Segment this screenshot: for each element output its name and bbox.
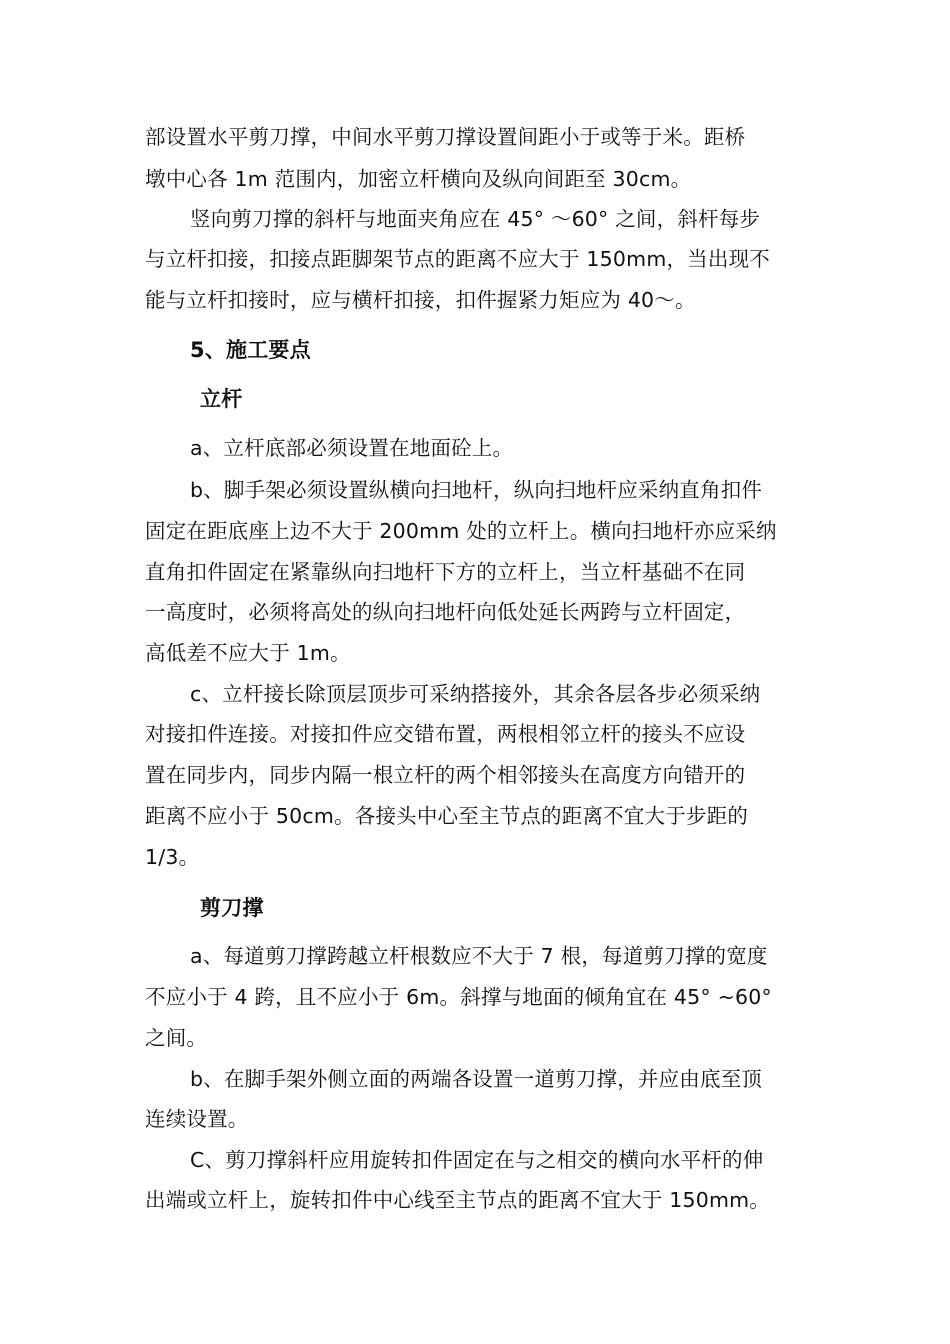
paragraph-line: 不应小于 4 跨，且不应小于 6m。斜撑与地面的倾角宜在 45° ~60° xyxy=(145,985,772,1009)
subsection-heading: 立杆 xyxy=(200,387,243,411)
paragraph-line: 连续设置。 xyxy=(145,1107,249,1131)
paragraph-line: 固定在距底座上边不大于 200mm 处的立杆上。横向扫地杆亦应采纳 xyxy=(145,519,777,543)
paragraph-line: a、立杆底部必须设置在地面砼上。 xyxy=(190,436,514,460)
subsection-heading: 剪刀撑 xyxy=(200,896,264,920)
paragraph-line: 高低差不应大于 1m。 xyxy=(145,641,351,665)
paragraph-line: 1/3。 xyxy=(145,845,200,869)
paragraph-line: 部设置水平剪刀撑，中间水平剪刀撑设置间距小于或等于米。距桥 xyxy=(145,125,746,149)
paragraph-line: 置在同步内，同步内隔一根立杆的两个相邻接头在高度方向错开的 xyxy=(145,763,746,787)
paragraph-line: b、脚手架必须设置纵横向扫地杆，纵向扫地杆应采纳直角扣件 xyxy=(190,478,763,502)
paragraph-line: 墩中心各 1m 范围内，加密立杆横向及纵向间距至 30cm。 xyxy=(145,167,692,191)
paragraph-line: 一高度时，必须将高处的纵向扫地杆向低处延长两跨与立杆固定， xyxy=(145,600,746,624)
paragraph-line: 能与立杆扣接时，应与横杆扣接，扣件握紧力矩应为 40～。 xyxy=(145,288,696,312)
paragraph-line: c、立杆接长除顶层顶步可采纳搭接外，其余各层各步必须采纳 xyxy=(190,682,761,706)
paragraph-line: 直角扣件固定在紧靠纵向扫地杆下方的立杆上，当立杆基础不在同 xyxy=(145,560,746,584)
paragraph-line: 出端或立杆上，旋转扣件中心线至主节点的距离不宜大于 150mm。 xyxy=(145,1188,770,1212)
paragraph-line: b、在脚手架外侧立面的两端各设置一道剪刀撑，并应由底至顶 xyxy=(190,1067,763,1091)
paragraph-line: C、剪刀撑斜杆应用旋转扣件固定在与之相交的横向水平杆的伸 xyxy=(190,1148,764,1172)
paragraph-line: a、每道剪刀撑跨越立杆根数应不大于 7 根，每道剪刀撑的宽度 xyxy=(190,944,768,968)
paragraph-line: 与立杆扣接，扣接点距脚架节点的距离不应大于 150mm，当出现不 xyxy=(145,247,770,271)
paragraph-line: 竖向剪刀撑的斜杆与地面夹角应在 45° ～60° 之间，斜杆每步 xyxy=(190,207,761,231)
paragraph-line: 对接扣件连接。对接扣件应交错布置，两根相邻立杆的接头不应设 xyxy=(145,722,746,746)
section-heading: 5、施工要点 xyxy=(190,338,311,362)
paragraph-line: 距离不应小于 50cm。各接头中心至主节点的距离不宜大于步距的 xyxy=(145,804,749,828)
paragraph-line: 之间。 xyxy=(145,1026,208,1050)
